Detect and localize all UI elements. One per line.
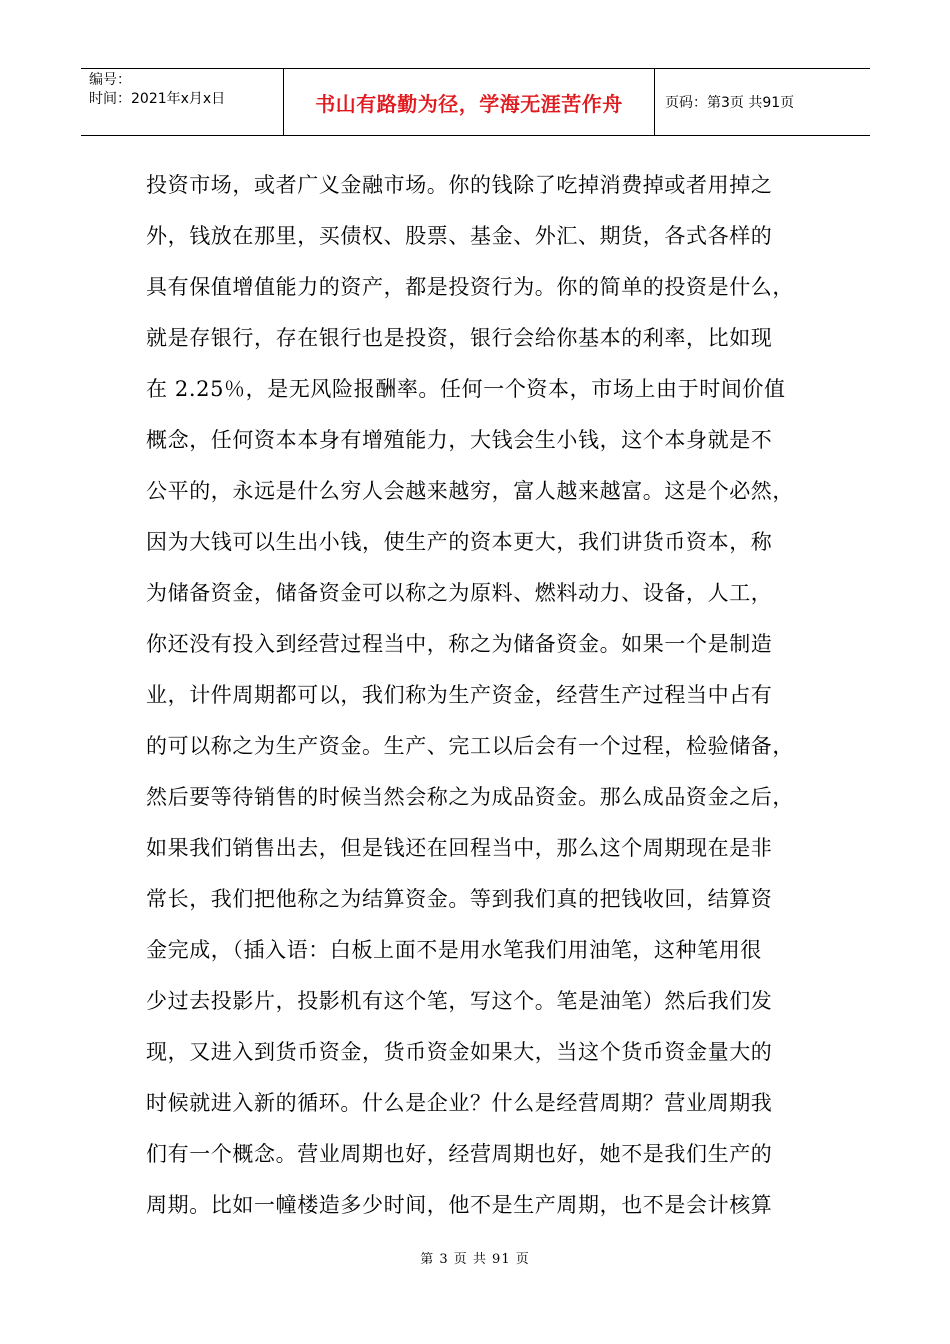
header-motto-cell: [284, 69, 655, 135]
footer-page-number: 第 3 页 共 91 页: [420, 1252, 530, 1267]
text-line: 少过去投影片，投影机有这个笔，写这个。笔是油笔）然后我们发: [146, 989, 773, 1013]
text-line: 具有保值增值能力的资产，都是投资行为。你的简单的投资是什么，: [146, 275, 794, 299]
motto-text: 书山有路勤为径，学海无涯苦作舟: [315, 91, 623, 116]
page-footer: [0, 1248, 950, 1267]
text-line: 在 2.25％，是无风险报酬率。任何一个资本，市场上由于时间价值: [146, 377, 786, 401]
text-line: 概念，任何资本本身有增殖能力，大钱会生小钱，这个本身就是不: [146, 428, 773, 452]
text-line: 们有一个概念。营业周期也好，经营周期也好，她不是我们生产的: [146, 1142, 773, 1166]
page-header: [81, 68, 870, 136]
text-line: 现，又进入到货币资金，货币资金如果大，当这个货币资金量大的: [146, 1040, 773, 1064]
text-line: 周期。比如一幢楼造多少时间，他不是生产周期，也不是会计核算: [146, 1193, 773, 1217]
text-line: 如果我们销售出去，但是钱还在回程当中，那么这个周期现在是非: [146, 836, 773, 860]
text-line: 为储备资金，储备资金可以称之为原料、燃料动力、设备，人工，: [146, 581, 773, 605]
header-page-cell: [655, 69, 870, 135]
text-line: 的可以称之为生产资金。生产、完工以后会有一个过程，检验储备，: [146, 734, 794, 758]
text-line: 投资市场，或者广义金融市场。你的钱除了吃掉消费掉或者用掉之: [146, 173, 773, 197]
text-line: 你还没有投入到经营过程当中，称之为储备资金。如果一个是制造: [146, 632, 773, 656]
number-label: 编号：: [89, 72, 131, 88]
body-text: [146, 160, 826, 1231]
text-line: 然后要等待销售的时候当然会称之为成品资金。那么成品资金之后，: [146, 785, 794, 809]
text-line: 时候就进入新的循环。什么是企业？什么是经营周期？营业周期我: [146, 1091, 773, 1115]
header-meta-cell: [81, 69, 284, 135]
page-info: 页码：第3页 共91页: [665, 95, 795, 111]
date-label: 时间：2021年x月x日: [89, 91, 226, 107]
text-line: 因为大钱可以生出小钱，使生产的资本更大，我们讲货币资本，称: [146, 530, 773, 554]
text-line: 常长，我们把他称之为结算资金。等到我们真的把钱收回，结算资: [146, 887, 773, 911]
text-line: 业，计件周期都可以，我们称为生产资金，经营生产过程当中占有: [146, 683, 773, 707]
text-line: 金完成，（插入语：白板上面不是用水笔我们用油笔，这种笔用很: [146, 938, 762, 962]
text-line: 公平的，永远是什么穷人会越来越穷，富人越来越富。这是个必然，: [146, 479, 794, 503]
text-line: 外，钱放在那里，买债权、股票、基金、外汇、期货，各式各样的: [146, 224, 773, 248]
text-line: 就是存银行，存在银行也是投资，银行会给你基本的利率，比如现: [146, 326, 773, 350]
